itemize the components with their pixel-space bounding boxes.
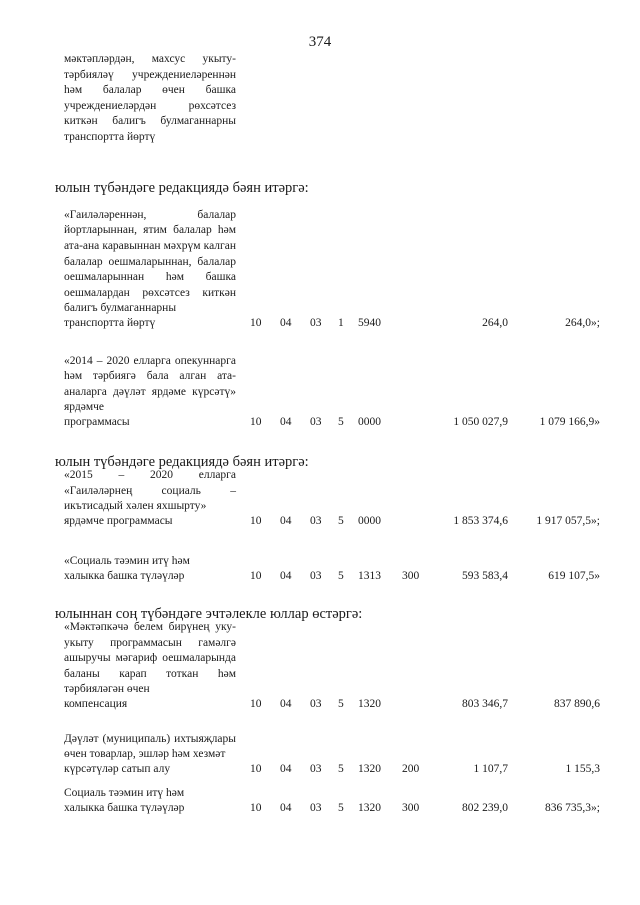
table-row bbox=[0, 354, 640, 428]
target-code: 03 bbox=[310, 416, 322, 428]
table-row bbox=[0, 732, 640, 775]
section-code: 10 bbox=[250, 515, 262, 527]
target-code: 03 bbox=[310, 802, 322, 814]
row-description-lead: «Гаиләләреннән, балалар йортларыннан, ятим балалар һәм ата-ана каравыннан мәхрүм калган балалар оешмаларыннан, балалар оешмаларыннан һәм башка оешмалардан рөхсәтсез киткән балигъ булмаганнарны bbox=[64, 208, 236, 315]
amount-first-year: 1 853 374,6 bbox=[453, 515, 508, 527]
row-description-lead: «2014 – 2020 елларга опекуннарга һәм тәрбиягә бала алган ата-аналарга дәүләт ярдәме күрсәтү» ярдәмче bbox=[64, 354, 236, 414]
amount-first-year: 1 107,7 bbox=[473, 763, 508, 775]
table-row bbox=[0, 208, 640, 329]
subsection-code: 04 bbox=[280, 802, 292, 814]
row-description-lead: «Мәктәпкәчә белем бирүнең уку-укыту программасын гамәлгә ашыручы мәгариф оешмаларында баланы карап тоткан һәм тәрбияләгән өчен bbox=[64, 621, 236, 696]
section-code: 10 bbox=[250, 317, 262, 329]
row-description-lead: «2015 – 2020 елларга «Гаиләләрнең социаль – икътисадый хәлен яхшырту» bbox=[64, 469, 236, 513]
article-code: 1320 bbox=[358, 763, 381, 775]
target-code: 03 bbox=[310, 515, 322, 527]
subsection-code: 04 bbox=[280, 416, 292, 428]
amount-second-year: 1 079 166,9» bbox=[539, 416, 600, 428]
article-code: 1313 bbox=[358, 570, 381, 582]
program-code: 5 bbox=[338, 698, 344, 710]
table-row bbox=[0, 555, 640, 582]
section-code: 10 bbox=[250, 802, 262, 814]
article-code: 0000 bbox=[358, 416, 381, 428]
row-description-last: халыкка башка түләүләр bbox=[64, 570, 185, 582]
instruction-line: юлын түбәндәге редакциядә бәян итәргә: bbox=[55, 180, 309, 196]
program-code: 5 bbox=[338, 763, 344, 775]
row-description-last: ярдәмче программасы bbox=[64, 515, 173, 527]
amount-second-year: 1 917 057,5»; bbox=[536, 515, 600, 527]
article-code: 0000 bbox=[358, 515, 381, 527]
program-code: 5 bbox=[338, 570, 344, 582]
row-description-lead: «Социаль тәэмин итү һәм bbox=[64, 555, 190, 568]
expense-type: 200 bbox=[402, 763, 420, 775]
subsection-code: 04 bbox=[280, 515, 292, 527]
program-code: 5 bbox=[338, 416, 344, 428]
instruction-line: юлыннан соң түбәндәге эчтәлекле юллар өстәргә: bbox=[55, 606, 363, 622]
target-code: 03 bbox=[310, 570, 322, 582]
subsection-code: 04 bbox=[280, 570, 292, 582]
target-code: 03 bbox=[310, 763, 322, 775]
section-code: 10 bbox=[250, 698, 262, 710]
article-code: 1320 bbox=[358, 698, 381, 710]
program-code: 1 bbox=[338, 317, 344, 329]
amount-second-year: 837 890,6 bbox=[554, 698, 600, 710]
section-code: 10 bbox=[250, 570, 262, 582]
amount-first-year: 802 239,0 bbox=[462, 802, 508, 814]
amount-second-year: 619 107,5» bbox=[548, 570, 600, 582]
subsection-code: 04 bbox=[280, 317, 292, 329]
row-description-last: халыкка башка түләүләр bbox=[64, 802, 185, 814]
row-description-last: күрсәтүләр сатып алу bbox=[64, 763, 171, 775]
program-code: 5 bbox=[338, 515, 344, 527]
amount-first-year: 803 346,7 bbox=[462, 698, 508, 710]
page-number: 374 bbox=[308, 34, 332, 50]
article-code: 1320 bbox=[358, 802, 381, 814]
amount-first-year: 593 583,4 bbox=[462, 570, 508, 582]
amount-first-year: 1 050 027,9 bbox=[453, 416, 508, 428]
expense-type: 300 bbox=[402, 802, 420, 814]
program-code: 5 bbox=[338, 802, 344, 814]
target-code: 03 bbox=[310, 698, 322, 710]
continuation-text: мәктәпләрдән, махсус укыту-тәрбияләү учреждениеләреннән һәм балалар өчен башка учреждениеләрдән рөхсәтсез киткән балигъ булмаганнарны транспортта йөртү bbox=[64, 53, 236, 143]
section-code: 10 bbox=[250, 763, 262, 775]
amount-second-year: 1 155,3 bbox=[565, 763, 600, 775]
expense-type: 300 bbox=[402, 570, 420, 582]
subsection-code: 04 bbox=[280, 763, 292, 775]
table-row bbox=[0, 621, 640, 710]
article-code: 5940 bbox=[358, 317, 381, 329]
table-row bbox=[0, 469, 640, 527]
target-code: 03 bbox=[310, 317, 322, 329]
table-row bbox=[0, 787, 640, 814]
row-description-last: транспортта йөртү bbox=[64, 317, 156, 329]
amount-second-year: 836 735,3»; bbox=[545, 802, 600, 814]
row-description-lead: Социаль тәэмин итү һәм bbox=[64, 787, 185, 800]
row-description-lead: Дәүләт (муниципаль) ихтыяҗлары өчен товарлар, эшләр һәм хезмәт bbox=[64, 732, 236, 761]
row-description-last: программасы bbox=[64, 416, 130, 428]
row-description-last: компенсация bbox=[64, 698, 128, 710]
section-code: 10 bbox=[250, 416, 262, 428]
subsection-code: 04 bbox=[280, 698, 292, 710]
amount-first-year: 264,0 bbox=[482, 317, 508, 329]
amount-second-year: 264,0»; bbox=[565, 317, 600, 329]
instruction-line: юлын түбәндәге редакциядә бәян итәргә: bbox=[55, 454, 309, 470]
